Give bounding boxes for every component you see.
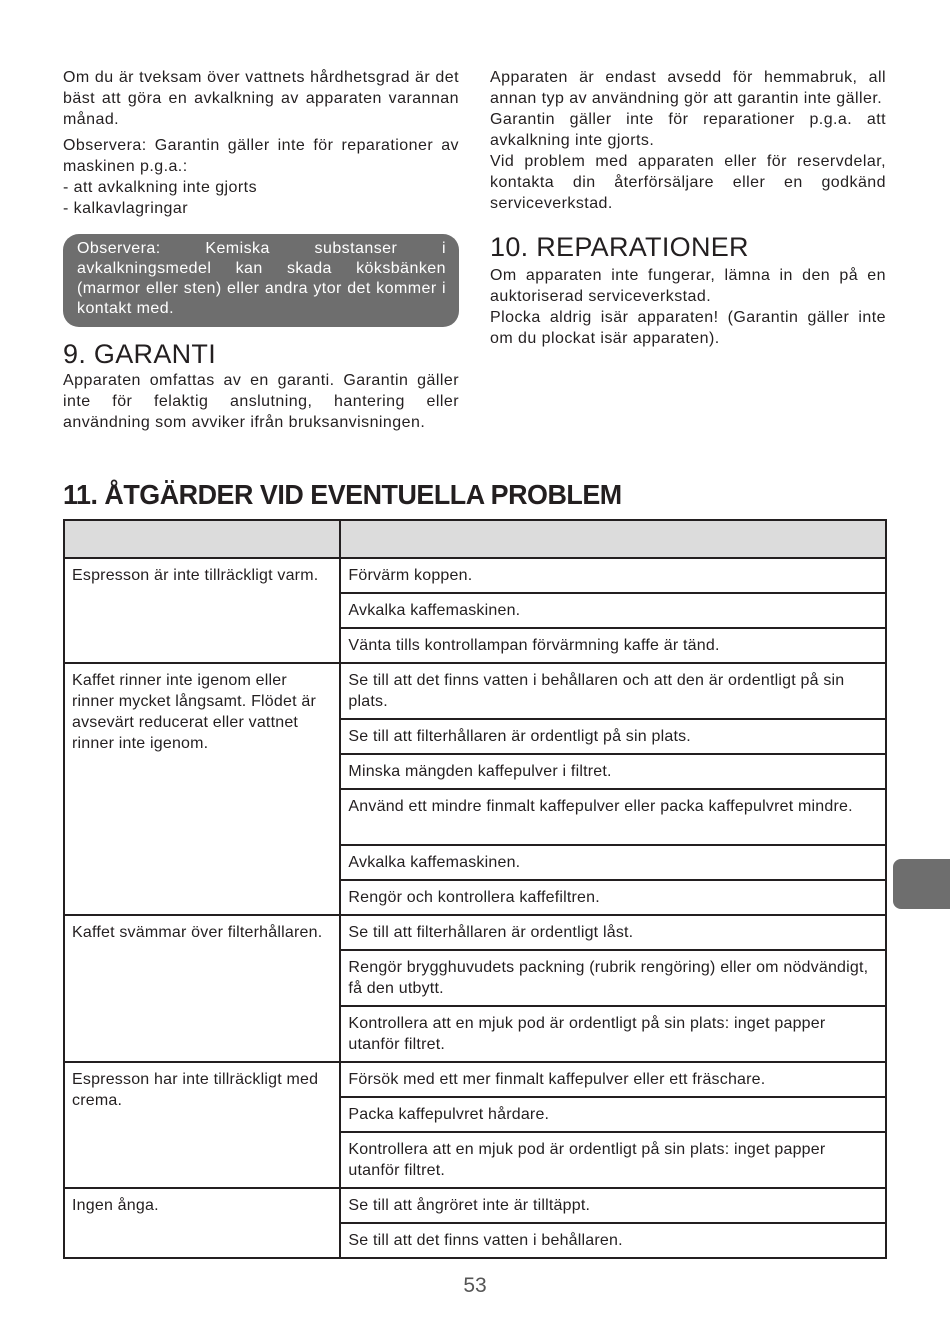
descaling-warranty-paragraph: Garantin gäller inte för reparationer p.g.a. att avkalkning inte gjorts. <box>490 111 886 149</box>
table-row <box>64 1062 886 1097</box>
chapter-thumb-tab <box>893 859 950 909</box>
problem-cell: Kaffet svämmar över filterhållaren. <box>64 915 340 1062</box>
section-9-body: Apparaten omfattas av en garanti. Garantin gäller inte för felaktig anslutning, hantering eller användning som avviker ifrån bruksanvisningen. <box>63 372 459 431</box>
warranty-note-item: - kalkavlagringar <box>63 200 189 217</box>
solution-cell: Avkalka kaffemaskinen. <box>340 593 886 628</box>
descaling-interval-paragraph: Om du är tveksam över vattnets hårdhetsgrad är det bäst att göra en avkalkning av apparaten varannan månad. <box>63 69 459 128</box>
problem-cell: Ingen ånga. <box>64 1188 340 1258</box>
troubleshooting-table <box>63 519 887 1259</box>
page-number: 53 <box>463 1274 487 1297</box>
solution-cell: Se till att filterhållaren är ordentligt på sin plats. <box>340 719 886 754</box>
solution-cell: Förvärm koppen. <box>340 558 886 593</box>
table-header-row <box>64 520 886 558</box>
left-column <box>63 67 459 438</box>
problem-cell: Kaffet rinner inte igenom eller rinner mycket långsamt. Flödet är avsevärt reducerat eller vattnet rinner inte igenom. <box>64 663 340 915</box>
solution-cell: Vänta tills kontrollampan förvärmning kaffe är tänd. <box>340 628 886 663</box>
warranty-note-item: - att avkalkning inte gjorts <box>63 179 258 196</box>
solution-cell: Använd ett mindre finmalt kaffepulver eller packa kaffepulvret mindre. <box>340 789 886 845</box>
section-9-title: 9. GARANTI <box>63 339 217 369</box>
solution-cell: Kontrollera att en mjuk pod är ordentligt på sin plats: inget papper utanför filtret. <box>340 1132 886 1188</box>
solution-cell: Kontrollera att en mjuk pod är ordentligt på sin plats: inget papper utanför filtret. <box>340 1006 886 1062</box>
solution-cell: Minska mängden kaffepulver i filtret. <box>340 754 886 789</box>
table-row <box>64 1188 886 1223</box>
solution-cell: Se till att det finns vatten i behållaren. <box>340 1223 886 1258</box>
solution-cell: Avkalka kaffemaskinen. <box>340 845 886 880</box>
warranty-note-intro: Observera: Garantin gäller inte för reparationer av maskinen p.g.a.: <box>63 137 459 175</box>
solution-cell: Se till att ångröret inte är tilltäppt. <box>340 1188 886 1223</box>
solution-cell: Se till att det finns vatten i behållaren och att den är ordentligt på sin plats. <box>340 663 886 719</box>
problem-column-header <box>64 520 340 558</box>
solution-cell: Rengör och kontrollera kaffefiltren. <box>340 880 886 915</box>
solution-cell: Rengör brygghuvudets packning (rubrik rengöring) eller om nödvändigt, få den utbytt. <box>340 950 886 1006</box>
service-contact-paragraph: Vid problem med apparaten eller för reservdelar, kontakta din återförsäljare eller en godkänd serviceverkstad. <box>490 153 886 212</box>
solution-cell: Se till att filterhållaren är ordentligt låst. <box>340 915 886 950</box>
table-row <box>64 915 886 950</box>
section-10-paragraph: Plocka aldrig isär apparaten! (Garantin gäller inte om du plockat isär apparaten). <box>490 309 886 347</box>
chemical-caution-box: Observera: Kemiska substanser i avkalkningsmedel kan skada köksbänken (marmor eller sten) eller andra ytor det kommer i kontakt med. <box>63 234 459 327</box>
problem-cell: Espresson är inte tillräckligt varm. <box>64 558 340 663</box>
problem-cell: Espresson har inte tillräckligt med crema. <box>64 1062 340 1188</box>
table-row <box>64 663 886 719</box>
solution-column-header <box>340 520 886 558</box>
right-column <box>490 67 886 349</box>
solution-cell: Packa kaffepulvret hårdare. <box>340 1097 886 1132</box>
solution-cell: Försök med ett mer finmalt kaffepulver eller ett fräschare. <box>340 1062 886 1097</box>
warranty-exclusion-note <box>63 135 459 219</box>
section-11-title: 11. ÅTGÄRDER VID EVENTUELLA PROBLEM <box>63 479 622 510</box>
section-10-title: 10. REPARATIONER <box>490 232 749 262</box>
table-row <box>64 558 886 593</box>
section-10-paragraph: Om apparaten inte fungerar, lämna in den på en auktoriserad serviceverkstad. <box>490 267 886 305</box>
home-use-paragraph: Apparaten är endast avsedd för hemmabruk, all annan typ av användning gör att garantin inte gäller. <box>490 69 886 107</box>
